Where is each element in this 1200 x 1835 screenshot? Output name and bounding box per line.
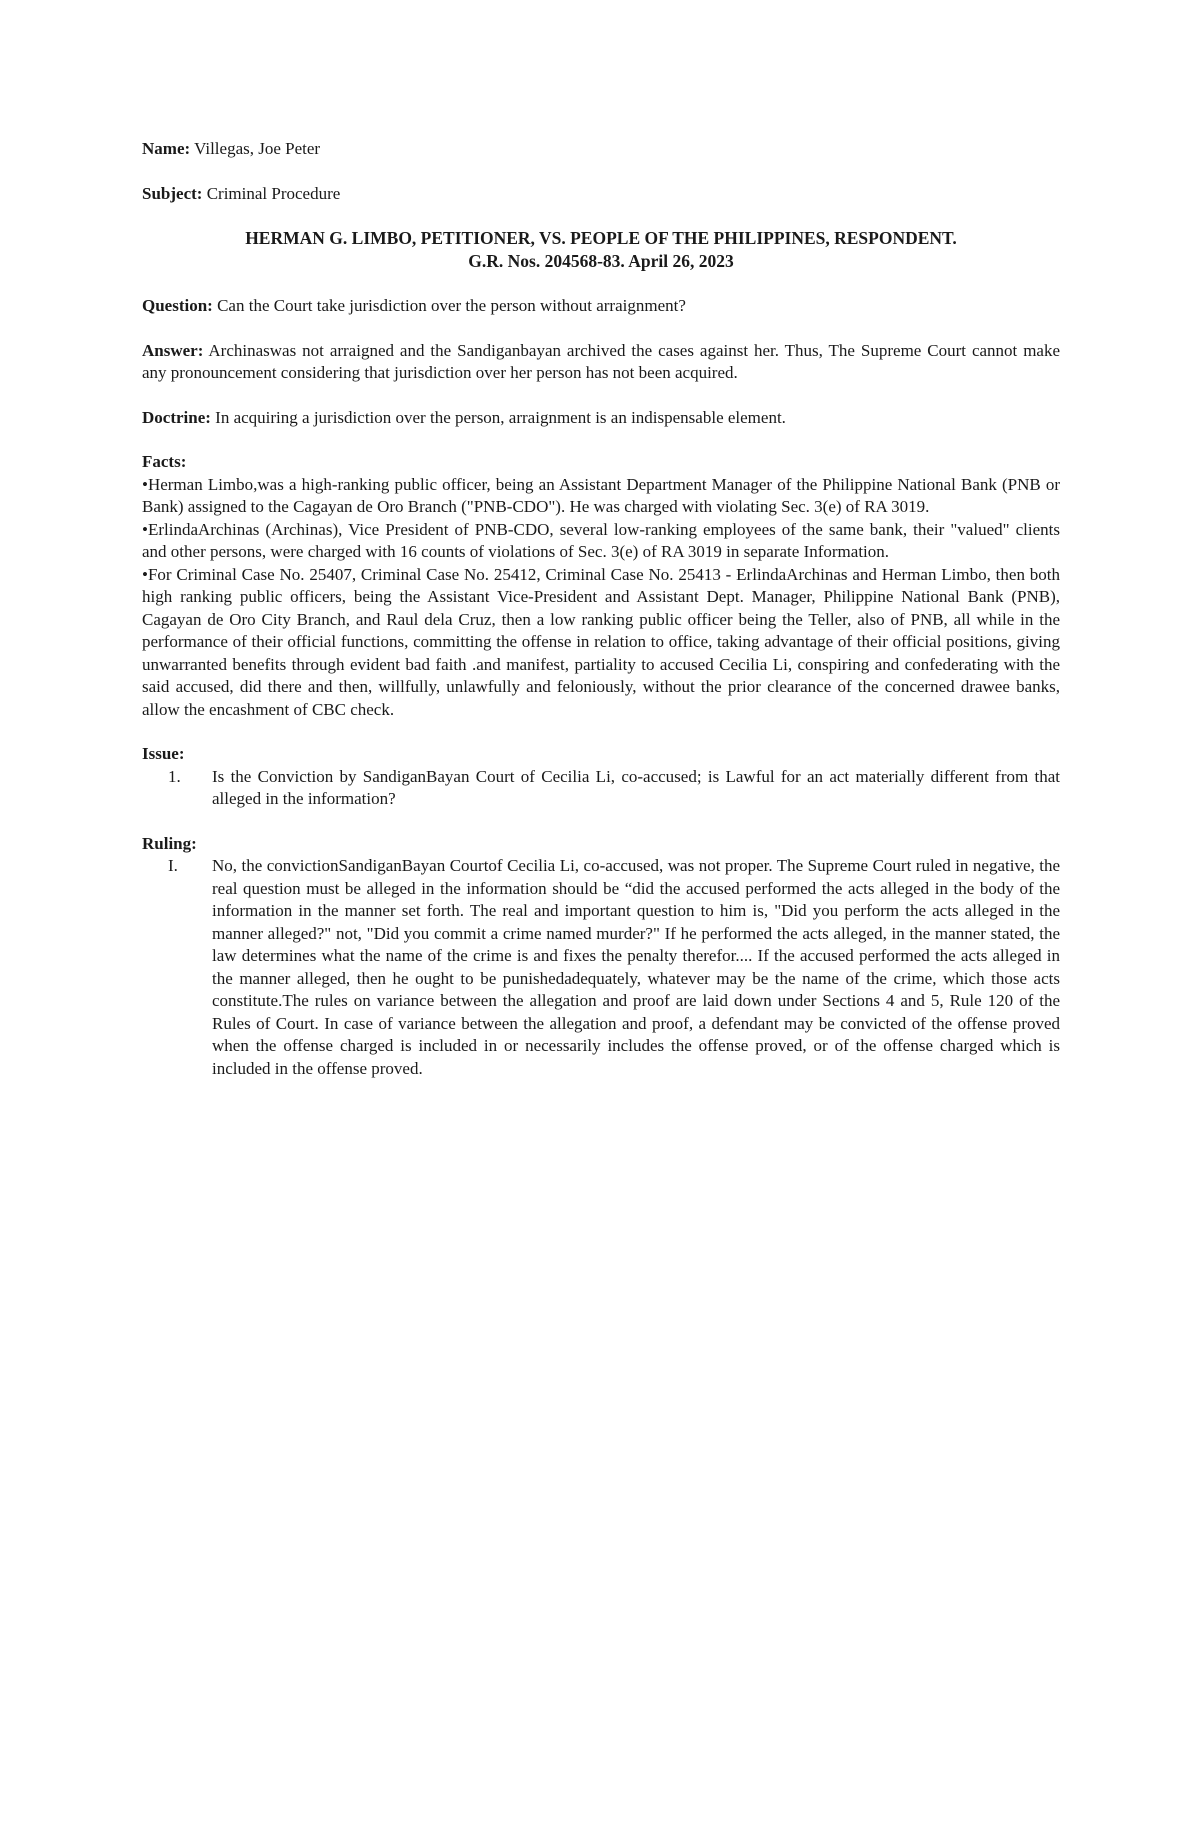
document-page: [142, 138, 1060, 1080]
fact-text: For Criminal Case No. 25407, Criminal Case No. 25412, Criminal Case No. 25413 - ErlindaArchinas and Herman Limbo, then both high ranking public officers, being the Assistant Vice-President and Assistant Dept. Manager, Philippine National Bank (PNB), Cagayan de Oro City Branch, and Raul dela Cruz, then a low ranking public officer being the Teller, also of PNB, all while in the performance of their official functions, committing the offense in relation to office, taking advantage of their official positions, giving unwarranted benefits through evident bad faith .and manifest, partiality to accused Cecilia Li, conspiring and confederating with the said accused, did there and then, willfully, unlawfully and feloniously, without the prior clearance of the concerned drawee banks, allow the encashment of CBC check.: [142, 564, 1060, 719]
doctrine-label: Doctrine:: [142, 407, 211, 427]
issue-text: Is the Conviction by SandiganBayan Court of Cecilia Li, co-accused; is Lawful for an act materially different from that alleged in the information?: [212, 766, 1060, 808]
issue-section: [142, 743, 1060, 811]
ruling-item: [142, 855, 1060, 1080]
subject-value: Criminal Procedure: [206, 183, 341, 203]
issue-item: [142, 766, 1060, 811]
bullet-icon: •: [142, 519, 148, 539]
answer-text: Archinaswas not arraigned and the Sandiganbayan archived the cases against her. Thus, The Supreme Court cannot make any pronouncement considering that jurisdiction over her person has not been acquired.: [142, 340, 1061, 382]
facts-section: [142, 451, 1060, 721]
fact-item: [142, 564, 1060, 722]
ruling-text: No, the convictionSandiganBayan Courtof Cecilia Li, co-accused, was not proper. The Supreme Court ruled in negative, the real question must be alleged in the information should be “did the accused performed the acts alleged in the body of the information in the manner set forth. The real and important question to him is, "Did you perform the acts alleged in the manner alleged?" not, "Did you commit a crime named murder?" If he performed the acts alleged, in the manner stated, the law determines what the name of the crime is and fixes the penalty therefor.... If the accused performed the acts alleged in the manner alleged, then he ought to be punishedadequately, whatever may be the name of the crime, which those acts constitute.The rules on variance between the allegation and proof are laid down under Sections 4 and 5, Rule 120 of the Rules of Court. In case of variance between the allegation and proof, a defendant may be convicted of the offense proved when the offense charged is included in or necessarily includes the offense proved, or of the offense charged which is included in the offense proved.: [212, 856, 1060, 1078]
facts-label: Facts:: [142, 452, 187, 471]
question-line: [142, 295, 1060, 318]
ruling-number: I.: [168, 856, 178, 875]
case-title: HERMAN G. LIMBO, PETITIONER, VS. PEOPLE OF THE PHILIPPINES, RESPONDENT.: [245, 228, 957, 248]
answer-paragraph: [142, 340, 1060, 385]
ruling-section: [142, 833, 1060, 1081]
doctrine-text: In acquiring a jurisdiction over the person, arraignment is an indispensable element.: [215, 407, 786, 427]
doctrine-paragraph: [142, 407, 1060, 430]
name-label: Name:: [142, 139, 191, 158]
name-value: Villegas, Joe Peter: [194, 139, 321, 158]
fact-text: ErlindaArchinas (Archinas), Vice President of PNB-CDO, several low-ranking employees of the same bank, their "valued" clients and other persons, were charged with 16 counts of violations of Sec. 3(e) of RA 3019 in separate Information.: [142, 519, 1060, 561]
issue-label: Issue:: [142, 744, 185, 763]
fact-item: [142, 474, 1060, 519]
case-reference: G.R. Nos. 204568-83. April 26, 2023: [468, 251, 734, 271]
question-text: Can the Court take jurisdiction over the person without arraignment?: [217, 296, 686, 315]
bullet-icon: •: [142, 564, 148, 584]
name-line: [142, 138, 1060, 161]
issue-number: 1.: [168, 766, 181, 786]
bullet-icon: •: [142, 474, 148, 494]
fact-text: Herman Limbo,was a high-ranking public officer, being an Assistant Department Manager of the Philippine National Bank (PNB or Bank) assigned to the Cagayan de Oro Branch ("PNB-CDO"). He was charged with violating Sec. 3(e) of RA 3019.: [142, 474, 1060, 516]
answer-label: Answer:: [142, 340, 204, 360]
subject-label: Subject:: [142, 183, 203, 203]
ruling-label: Ruling:: [142, 833, 197, 853]
question-label: Question:: [142, 296, 213, 315]
subject-line: [142, 183, 1060, 206]
fact-item: [142, 519, 1060, 564]
case-heading: [142, 227, 1060, 273]
